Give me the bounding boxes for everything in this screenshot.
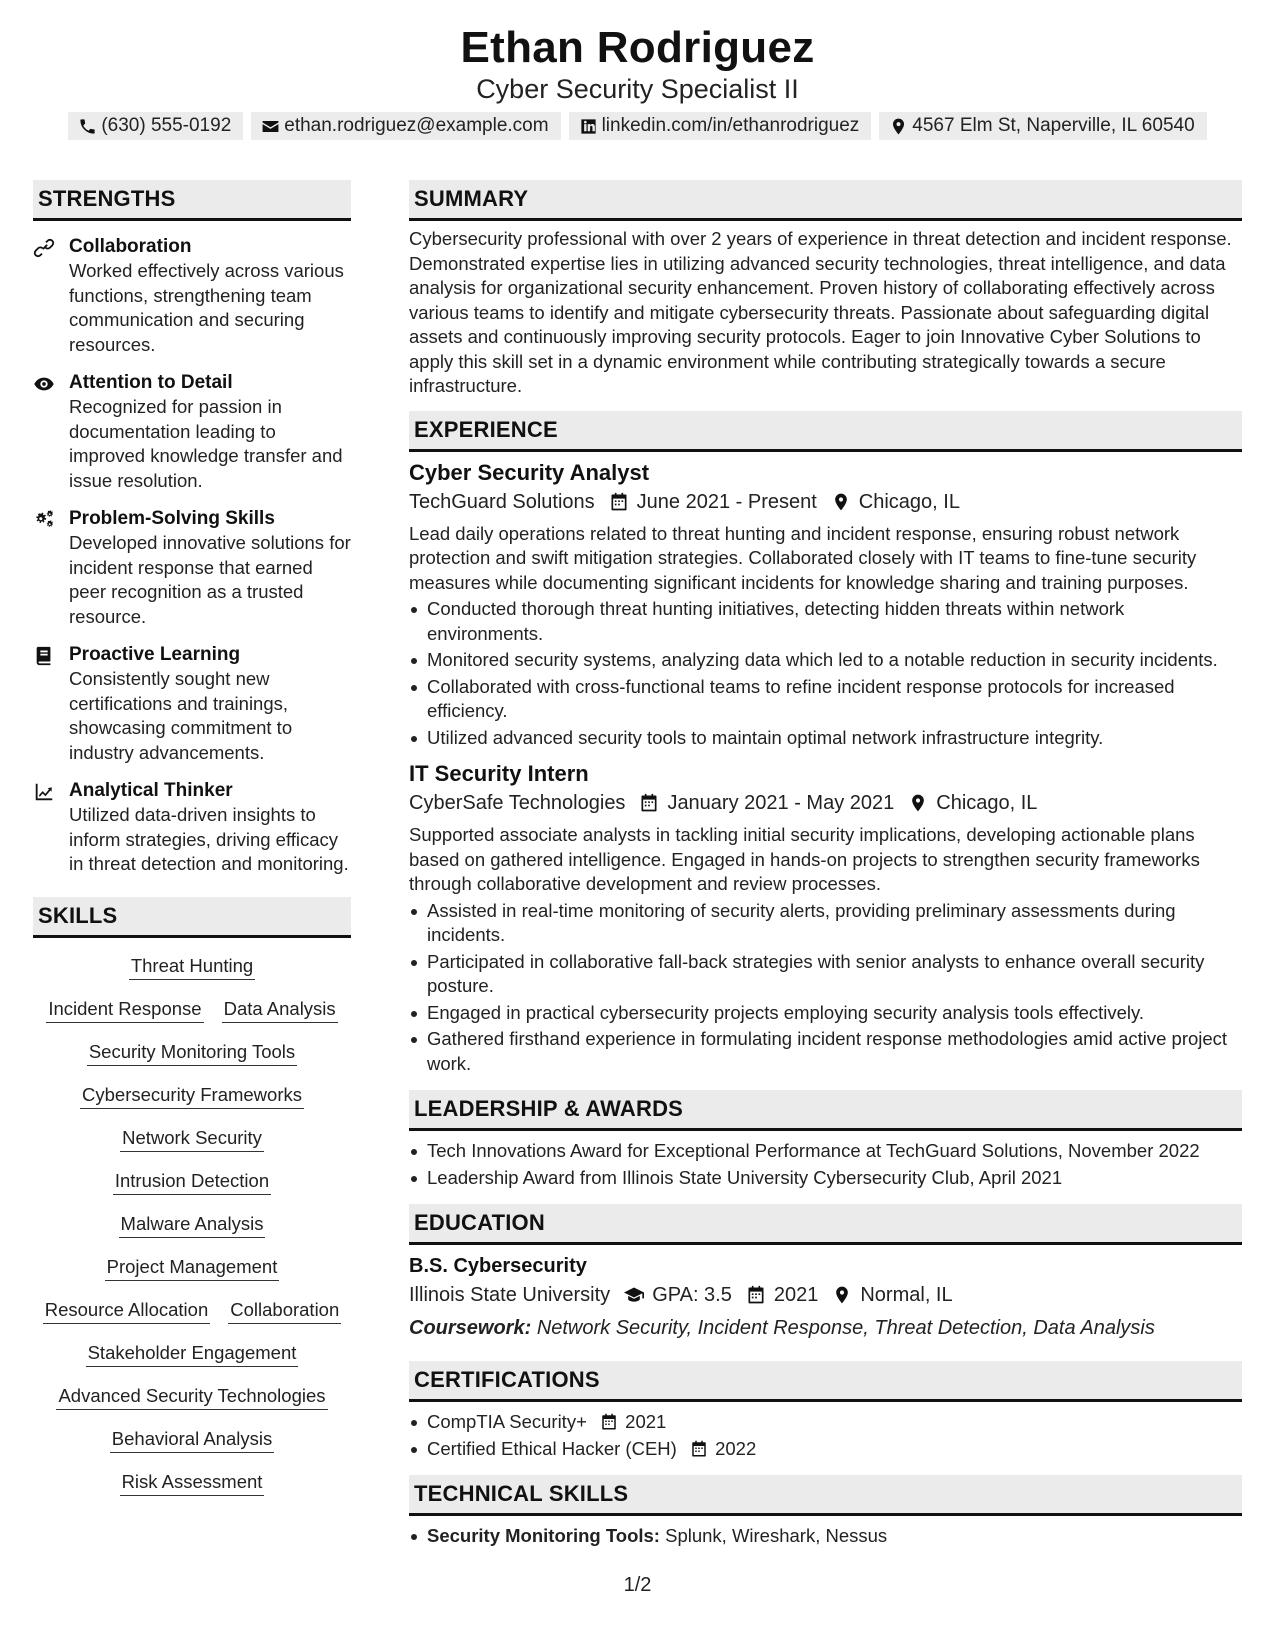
strength-item (33, 779, 351, 877)
strength-title: Proactive Learning (69, 644, 241, 665)
skill-tag: Incident Response (46, 997, 203, 1023)
linkedin-text: linkedin.com/in/ethanrodriguez (601, 115, 860, 136)
candidate-name: Ethan Rodriguez (460, 23, 815, 72)
calendar-icon (746, 1285, 766, 1305)
skill-tag: Security Monitoring Tools (87, 1040, 297, 1066)
envelope-icon (261, 117, 280, 136)
book-icon (33, 645, 55, 667)
skill-tag: Data Analysis (222, 997, 338, 1023)
address-text: 4567 Elm St, Naperville, IL 60540 (912, 115, 1195, 136)
gpa: GPA: 3.5 (652, 1284, 732, 1306)
email-text: ethan.rodriguez@example.com (284, 115, 549, 136)
school-location: Normal, IL (860, 1284, 953, 1306)
coursework-label: Coursework: (409, 1317, 532, 1339)
list-item: Leadership Award from Illinois State University Cybersecurity Club, April 2021 (409, 1166, 1242, 1191)
list-item: Gathered firsthand experience in formulating incident response methodologies amid active project work. (409, 1027, 1242, 1076)
skill-tag: Network Security (120, 1126, 264, 1152)
strengths-heading: STRENGTHS (33, 180, 351, 221)
cert-name: Certified Ethical Hacker (CEH) (427, 1437, 677, 1459)
contact-address (879, 112, 1206, 140)
strength-item (33, 507, 351, 629)
job-description: Supported associate analysts in tackling initial security implications, developing actionable plans based on gathered intelligence. Engaged in hands-on projects to strengthen security frameworks through collaborative development and review processes. (409, 824, 1200, 894)
list-item: Monitored security systems, analyzing data which led to a notable reduction in security incidents. (409, 648, 1242, 673)
job-dates: June 2021 - Present (636, 490, 817, 513)
list-item (409, 1524, 1242, 1549)
strength-desc: Utilized data-driven insights to inform strategies, driving efficacy in threat detection and monitoring. (69, 804, 349, 874)
list-item: Assisted in real-time monitoring of security alerts, providing preliminary assessments during incidents. (409, 899, 1242, 948)
job-company: CyberSafe Technologies (409, 792, 626, 814)
list-item: Utilized advanced security tools to maintain optimal network infrastructure integrity. (409, 726, 1242, 751)
graduation-cap-icon (624, 1285, 644, 1305)
right-column (409, 180, 1242, 1551)
map-pin-icon (889, 117, 908, 136)
leadership-heading: LEADERSHIP & AWARDS (409, 1090, 1242, 1131)
skills-heading: SKILLS (33, 897, 351, 938)
skill-tag: Collaboration (228, 1298, 341, 1324)
job-location: Chicago, IL (936, 792, 1038, 814)
technical-skills-list (409, 1524, 1242, 1549)
job-bullets (409, 899, 1242, 1077)
job-location: Chicago, IL (858, 490, 960, 513)
skill-tag: Stakeholder Engagement (86, 1341, 299, 1367)
certifications-list (409, 1410, 1242, 1461)
contact-email[interactable] (251, 112, 560, 140)
strength-item (33, 235, 351, 357)
candidate-title: Cyber Security Specialist II (476, 74, 799, 104)
list-item: Collaborated with cross-functional teams to refine incident response protocols for increased efficiency. (409, 675, 1242, 724)
map-pin-icon (832, 1285, 852, 1305)
map-pin-icon (831, 492, 851, 512)
tech-label: Security Monitoring Tools: (427, 1525, 660, 1546)
skill-tag: Behavioral Analysis (110, 1427, 274, 1453)
graduation-year: 2021 (773, 1284, 819, 1306)
list-item: Conducted thorough threat hunting initiatives, detecting hidden threats within network environments. (409, 597, 1242, 646)
link-icon (33, 237, 55, 259)
left-column (33, 180, 351, 1507)
list-item (409, 1410, 1242, 1435)
calendar-icon (600, 1413, 618, 1431)
eye-icon (33, 373, 55, 395)
summary-heading: SUMMARY (409, 180, 1242, 221)
job-title: Cyber Security Analyst (409, 459, 650, 485)
certifications-heading: CERTIFICATIONS (409, 1361, 1242, 1402)
skill-tag: Advanced Security Technologies (56, 1384, 327, 1410)
job-title: IT Security Intern (409, 761, 589, 786)
list-item (409, 1437, 1242, 1462)
phone-text: (630) 555-0192 (101, 115, 232, 136)
page-number: 1/2 (623, 1574, 652, 1596)
strength-item (33, 371, 351, 493)
list-item: Tech Innovations Award for Exceptional Performance at TechGuard Solutions, November 2022 (409, 1139, 1242, 1164)
strength-title: Analytical Thinker (69, 780, 233, 801)
calendar-icon (690, 1440, 708, 1458)
skill-tag: Threat Hunting (129, 954, 255, 980)
skill-tag: Intrusion Detection (113, 1169, 271, 1195)
coursework-list: Network Security, Incident Response, Threat Detection, Data Analysis (536, 1317, 1155, 1339)
skill-tag: Cybersecurity Frameworks (80, 1083, 304, 1109)
summary-text: Cybersecurity professional with over 2 years of experience in threat detection and incident response. Demonstrated expertise lies in utilizing advanced security technologies, threat intelligence, and data analysis for organizational security enhancement. Proven history of collaborating effectively across various teams to identify and mitigate cybersecurity threats. Passionate about safeguarding digital assets and continuously improving security protocols. Eager to join Innovative Cyber Solutions to apply this skill set in a dynamic environment while contributing strategically towards a secure infrastructure. (409, 228, 1232, 396)
resume-header (0, 18, 1275, 140)
job-entry (409, 459, 1242, 751)
experience-heading: EXPERIENCE (409, 411, 1242, 452)
strength-desc: Developed innovative solutions for incident response that earned peer recognition as a trusted resource. (69, 532, 351, 627)
linkedin-icon (579, 117, 598, 136)
strength-desc: Consistently sought new certifications and trainings, showcasing commitment to industry advancements. (69, 668, 293, 763)
list-item: Participated in collaborative fall-back strategies with senior analysts to enhance overall security posture. (409, 950, 1242, 999)
education-entry (409, 1252, 1242, 1341)
contact-bar (0, 112, 1275, 140)
map-pin-icon (908, 793, 928, 813)
technical-skills-heading: TECHNICAL SKILLS (409, 1475, 1242, 1516)
contact-phone (68, 112, 243, 140)
leadership-list (409, 1139, 1242, 1190)
job-bullets (409, 597, 1242, 750)
education-meta (409, 1280, 1242, 1310)
job-description: Lead daily operations related to threat hunting and incident response, ensuring robust network protection and swift mitigation strategies. Collaborated closely with IT teams to fine-tune security measures while documenting significant incidents for knowledge sharing and training purposes. (409, 522, 1197, 593)
skill-tag: Resource Allocation (43, 1298, 211, 1324)
skills-list (33, 948, 351, 1507)
list-item: Engaged in practical cybersecurity projects employing security analysis tools effectively. (409, 1001, 1242, 1026)
phone-icon (78, 117, 97, 136)
education-heading: EDUCATION (409, 1204, 1242, 1245)
skill-tag: Malware Analysis (119, 1212, 266, 1238)
cert-year: 2022 (715, 1437, 757, 1459)
gears-icon (33, 509, 55, 531)
skill-tag: Risk Assessment (120, 1470, 265, 1496)
strength-item (33, 643, 351, 765)
strength-title: Collaboration (69, 236, 192, 257)
skill-tag: Project Management (105, 1255, 280, 1281)
job-meta (409, 487, 1242, 517)
job-entry (409, 760, 1242, 1076)
calendar-icon (609, 492, 629, 512)
job-company: TechGuard Solutions (409, 490, 595, 513)
school: Illinois State University (409, 1284, 611, 1306)
strength-desc: Worked effectively across various functions, strengthening team communication and securing resources. (69, 260, 344, 355)
strength-desc: Recognized for passion in documentation leading to improved knowledge transfer and issue resolution. (69, 396, 343, 491)
job-meta (409, 788, 1242, 818)
calendar-icon (639, 793, 659, 813)
job-dates: January 2021 - May 2021 (667, 792, 895, 814)
tech-value: Splunk, Wireshark, Nessus (665, 1525, 888, 1546)
cert-year: 2021 (625, 1411, 667, 1432)
strength-title: Attention to Detail (69, 372, 233, 393)
contact-linkedin[interactable] (569, 112, 872, 140)
chart-line-icon (33, 781, 55, 803)
degree: B.S. Cybersecurity (409, 1255, 587, 1277)
cert-name: CompTIA Security+ (427, 1411, 587, 1432)
strength-title: Problem-Solving Skills (69, 508, 275, 529)
coursework (409, 1315, 1242, 1341)
